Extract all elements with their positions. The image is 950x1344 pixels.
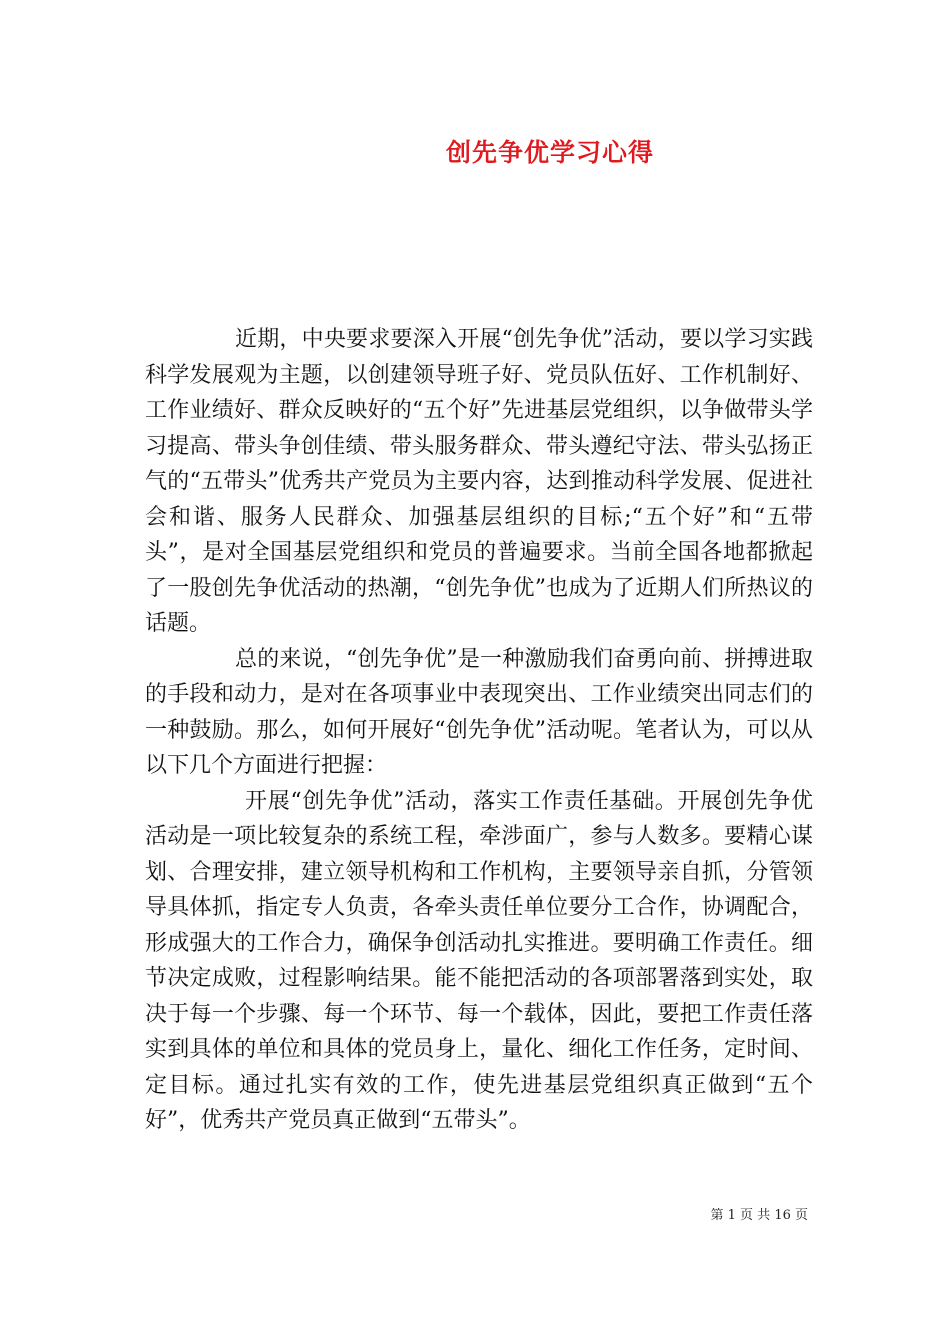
document-title: 创先争优学习心得 [445,138,654,167]
paragraph-3: 开展“创先争优”活动，落实工作责任基础。开展创先争优活动是一项比较复杂的系统工程，牵涉面广，参与人数多。要精心谋划、合理安排，建立领导机构和工作机构，主要领导亲自抓，分管领导具体抓，指定专人负责，各牵头责任单位要分工合作，协调配合，形成强大的工作合力，确保争创活动扎实推进。要明确工作责任。细节决定成败，过程影响结果。能不能把活动的各项部署落到实处，取决于每一个步骤、每一个环节、每一个载体，因此，要把工作责任落实到具体的单位和具体的党员身上，量化、细化工作任务，定时间、定目标。通过扎实有效的工作，使先进基层党组织真正做到“五个好”，优秀共产党员真正做到“五带头”。 [145,788,813,1133]
page-number: 第 1 页 共 16 页 [710,1208,808,1223]
paragraph-2: 总的来说，“创先争优”是一种激励我们奋勇向前、拼搏进取的手段和动力，是对在各项事业中表现突出、工作业绩突出同志们的一种鼓励。那么，如何开展好“创先争优”活动呢。笔者认为，可以从以下几个方面进行把握： [145,646,813,778]
paragraph-1: 近期，中央要求要深入开展“创先争优”活动，要以学习实践科学发展观为主题，以创建领导班子好、党员队伍好、工作机制好、工作业绩好、群众反映好的“五个好”先进基层党组织，以争做带头学习提高、带头争创佳绩、带头服务群众、带头遵纪守法、带头弘扬正气的“五带头”优秀共产党员为主要内容，达到推动科学发展、促进社会和谐、服务人民群众、加强基层组织的目标;“五个好”和“五带头”，是对全国基层党组织和党员的普遍要求。当前全国各地都掀起了一股创先争优活动的热潮，“创先争优”也成为了近期人们所热议的话题。 [145,327,813,636]
document-body [145,322,813,1139]
